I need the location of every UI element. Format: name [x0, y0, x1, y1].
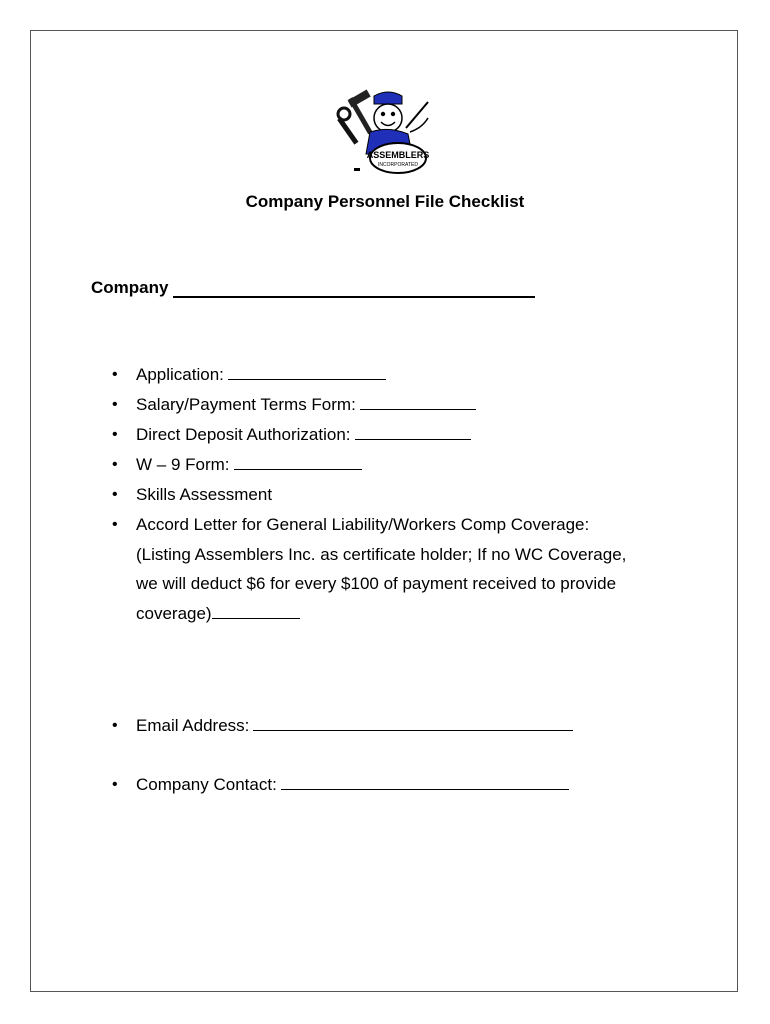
- accord-line-2: (Listing Assemblers Inc. as certificate holder; If no WC Coverage,: [136, 544, 627, 564]
- accord-line-3: we will deduct $6 for every $100 of payment received to provide: [136, 574, 617, 593]
- salary-payment-blank[interactable]: [360, 394, 476, 410]
- logo-text-main: ASSEMBLERS: [366, 150, 430, 160]
- assemblers-logo: [336, 88, 436, 180]
- bullet-icon: •: [112, 396, 118, 413]
- bullet-icon: •: [112, 776, 118, 793]
- bullet-icon: •: [112, 456, 118, 473]
- item-label: Application:: [136, 365, 224, 384]
- bullet-icon: •: [112, 486, 118, 503]
- bullet-icon: •: [112, 366, 118, 383]
- item-label: Salary/Payment Terms Form:: [136, 395, 356, 414]
- document-title: Company Personnel File Checklist: [245, 192, 525, 211]
- company-blank[interactable]: [173, 280, 535, 298]
- logo-text-sub: INCORPORATED: [378, 162, 418, 168]
- company-contact-blank[interactable]: [281, 774, 569, 790]
- item-label: W – 9 Form:: [136, 455, 230, 474]
- application-blank[interactable]: [228, 364, 386, 380]
- company-field: [91, 278, 535, 298]
- bullet-icon: •: [112, 516, 118, 533]
- wrench-icon: [337, 108, 358, 145]
- w9-blank[interactable]: [234, 454, 362, 470]
- direct-deposit-blank[interactable]: [355, 424, 471, 440]
- email-address-blank[interactable]: [253, 715, 573, 731]
- item-label: Email Address:: [136, 716, 250, 735]
- item-label: Company Contact:: [136, 775, 277, 794]
- item-label: Skills Assessment: [136, 485, 273, 504]
- accord-line-1: Accord Letter for General Liability/Workers Comp Coverage:: [136, 515, 590, 534]
- bullet-icon: •: [112, 717, 118, 734]
- accord-line-4: coverage): [136, 603, 212, 623]
- bullet-icon: •: [112, 426, 118, 443]
- item-label: Direct Deposit Authorization:: [136, 425, 351, 444]
- coverage-blank[interactable]: [212, 603, 300, 619]
- hammer-icon: [348, 90, 373, 135]
- company-label: Company: [91, 278, 169, 297]
